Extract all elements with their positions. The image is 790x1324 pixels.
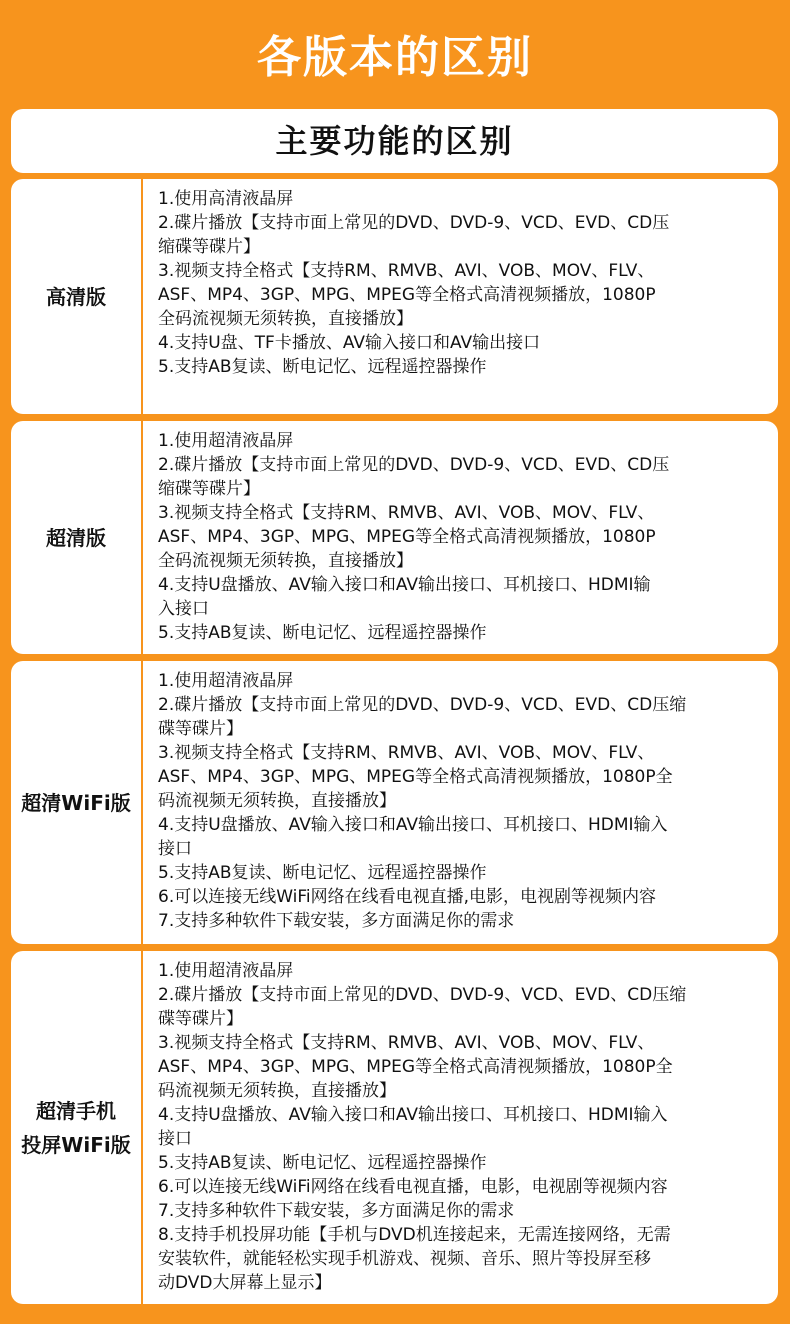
feature-line: 3.视频支持全格式【支持RM、RMVB、AVI、VOB、MOV、FLV、	[158, 743, 655, 763]
feature-list	[158, 669, 766, 933]
feature-line: 全码流视频无须转换，直接播放】	[158, 309, 413, 329]
column-divider	[141, 951, 143, 1304]
feature-list	[158, 429, 766, 645]
feature-line: 6.可以连接无线WiFi网络在线看电视直播,电影，电视剧等视频内容	[158, 887, 657, 907]
version-label-line: 超清WiFi版	[21, 790, 131, 815]
feature-line: 碟等碟片】	[158, 1009, 243, 1029]
feature-line: 4.支持U盘播放、AV输入接口和AV输出接口、耳机接口、HDMI输	[158, 575, 651, 595]
column-divider	[141, 179, 143, 414]
feature-line: 缩碟等碟片】	[158, 237, 260, 257]
feature-line: ASF、MP4、3GP、MPG、MPEG等全格式高清视频播放，1080P全	[158, 1057, 673, 1077]
feature-line: 1.使用超清液晶屏	[158, 671, 294, 691]
feature-line: 2.碟片播放【支持市面上常见的DVD、DVD-9、VCD、EVD、CD压缩	[158, 695, 687, 715]
version-label	[11, 661, 141, 944]
feature-line: 2.碟片播放【支持市面上常见的DVD、DVD-9、VCD、EVD、CD压	[158, 213, 670, 233]
feature-line: 3.视频支持全格式【支持RM、RMVB、AVI、VOB、MOV、FLV、	[158, 1033, 655, 1053]
column-divider	[141, 421, 143, 654]
version-row-uhd-screencast-wifi	[11, 951, 778, 1304]
feature-line: 7.支持多种软件下载安装，多方面满足你的需求	[158, 911, 515, 931]
feature-line: 5.支持AB复读、断电记忆、远程遥控器操作	[158, 863, 487, 883]
feature-line: 1.使用高清液晶屏	[158, 189, 294, 209]
feature-line: 1.使用超清液晶屏	[158, 431, 294, 451]
feature-list	[158, 187, 766, 379]
page-title: 各版本的区别	[257, 32, 533, 83]
feature-line: 5.支持AB复读、断电记忆、远程遥控器操作	[158, 1153, 487, 1173]
feature-line: 3.视频支持全格式【支持RM、RMVB、AVI、VOB、MOV、FLV、	[158, 261, 655, 281]
version-label-line: 高清版	[46, 284, 106, 309]
feature-line: 7.支持多种软件下载安装，多方面满足你的需求	[158, 1201, 515, 1221]
feature-line: 2.碟片播放【支持市面上常见的DVD、DVD-9、VCD、EVD、CD压缩	[158, 985, 687, 1005]
feature-line: 3.视频支持全格式【支持RM、RMVB、AVI、VOB、MOV、FLV、	[158, 503, 655, 523]
column-divider	[141, 661, 143, 944]
feature-line: 4.支持U盘播放、AV输入接口和AV输出接口、耳机接口、HDMI输入	[158, 815, 668, 835]
feature-line: 接口	[158, 1129, 192, 1149]
version-label-line: 超清版	[46, 525, 106, 550]
feature-line: ASF、MP4、3GP、MPG、MPEG等全格式高清视频播放，1080P全	[158, 767, 673, 787]
feature-line: 安装软件，就能轻松实现手机游戏、视频、音乐、照片等投屏至移	[158, 1249, 651, 1269]
feature-list	[158, 959, 766, 1295]
version-row-hd	[11, 179, 778, 414]
feature-line: 码流视频无须转换，直接播放】	[158, 791, 396, 811]
feature-line: 1.使用超清液晶屏	[158, 961, 294, 981]
version-row-uhd	[11, 421, 778, 654]
feature-line: 6.可以连接无线WiFi网络在线看电视直播，电影，电视剧等视频内容	[158, 1177, 668, 1197]
feature-line: 入接口	[158, 599, 209, 619]
version-label	[11, 179, 141, 414]
feature-line: 8.支持手机投屏功能【手机与DVD机连接起来，无需连接网络，无需	[158, 1225, 671, 1245]
feature-line: 码流视频无须转换，直接播放】	[158, 1081, 396, 1101]
feature-line: 5.支持AB复读、断电记忆、远程遥控器操作	[158, 357, 487, 377]
feature-line: 碟等碟片】	[158, 719, 243, 739]
feature-line: 缩碟等碟片】	[158, 479, 260, 499]
feature-line: 2.碟片播放【支持市面上常见的DVD、DVD-9、VCD、EVD、CD压	[158, 455, 670, 475]
version-label-line: 投屏WiFi版	[21, 1132, 131, 1157]
feature-line: 4.支持U盘播放、AV输入接口和AV输出接口、耳机接口、HDMI输入	[158, 1105, 668, 1125]
version-label	[11, 951, 141, 1304]
feature-line: 5.支持AB复读、断电记忆、远程遥控器操作	[158, 623, 487, 643]
feature-line: 动DVD大屏幕上显示】	[158, 1273, 332, 1293]
feature-line: 全码流视频无须转换，直接播放】	[158, 551, 413, 571]
feature-line: 4.支持U盘、TF卡播放、AV输入接口和AV输出接口	[158, 333, 541, 353]
feature-line: ASF、MP4、3GP、MPG、MPEG等全格式高清视频播放，1080P	[158, 285, 656, 305]
version-row-uhd-wifi	[11, 661, 778, 944]
version-label	[11, 421, 141, 654]
version-label-line: 超清手机	[36, 1098, 116, 1123]
section-header: 主要功能的区别	[11, 109, 778, 173]
feature-line: 接口	[158, 839, 192, 859]
feature-line: ASF、MP4、3GP、MPG、MPEG等全格式高清视频播放，1080P	[158, 527, 656, 547]
